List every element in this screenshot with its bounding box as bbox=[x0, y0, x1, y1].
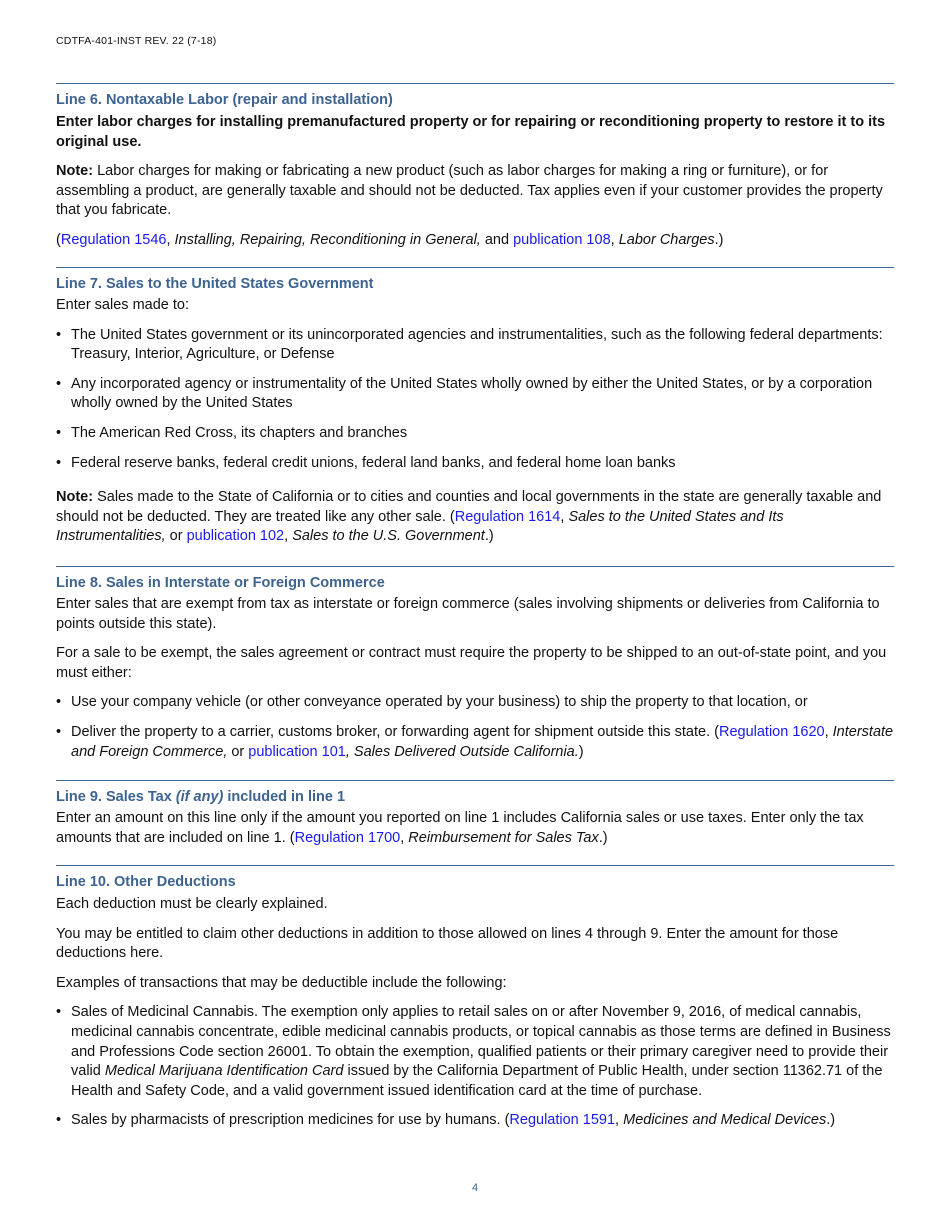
bullet-list bbox=[56, 1003, 894, 1131]
separator: , bbox=[824, 723, 833, 740]
publication-title: Labor Charges bbox=[618, 231, 715, 248]
list-item-text: Sales of Medicinal Cannabis. The exemption only applies to retail sales on or after November 9, 2016, of medical cannabis, medicinal cannabis concentrate, edible medicinal cannabis products, or topical cannabis as those terms are defined in Business and Professions Code section 26001. To obtain the exemption, qualified patients or their primary caregiver need to provide their valid bbox=[71, 1004, 891, 1080]
section-heading: Line 8. Sales in Interstate or Foreign Commerce bbox=[56, 575, 385, 591]
heading-qualifier: (if any) bbox=[175, 789, 224, 805]
paragraph bbox=[56, 809, 894, 848]
list-item: • Use your company vehicle (or other conveyance operated by your business) to ship the property to that location, or bbox=[56, 693, 894, 713]
list-item-text: Sales by pharmacists of prescription medicines for use by humans. ( bbox=[71, 1112, 510, 1129]
page-number: 4 bbox=[471, 1182, 479, 1194]
note-paragraph bbox=[56, 488, 894, 547]
paragraph: For a sale to be exempt, the sales agreement or contract must require the property to be shipped to an out-of-state point, and you must either: bbox=[56, 645, 887, 681]
bullet-list bbox=[56, 693, 894, 762]
list-item-text: Deliver the property to a carrier, customs broker, or forwarding agent for shipment outside this state. ( bbox=[71, 723, 719, 740]
bullet-list bbox=[56, 326, 894, 474]
regulation-title: Reimbursement for Sales Tax bbox=[408, 829, 599, 846]
note-text: Labor charges for making or fabricating a new product (such as labor charges for making a ring or furniture), or for assembling a product, are generally taxable and should not be deducted. Tax applies even if your customer provides the property that you fabricate. bbox=[56, 163, 883, 219]
list-item: • The United States government or its unincorporated agencies and instrumentalities, such as the following federal departments: Treasury, Interior, Agriculture, or Defense bbox=[56, 326, 894, 365]
separator: , bbox=[610, 231, 619, 248]
regulation-title: Sales to the United States and Its Instrumentalities, bbox=[56, 508, 784, 545]
section-line-10 bbox=[56, 865, 894, 1131]
intro-text: Enter sales that are exempt from tax as interstate or foreign commerce (sales involving shipments or deliveries from California to points outside this state). bbox=[56, 596, 880, 632]
publication-title: , Sales Delivered Outside California. bbox=[345, 743, 579, 760]
separator: , bbox=[560, 508, 569, 525]
section-heading: Line 7. Sales to the United States Government bbox=[56, 276, 374, 292]
paren: .) bbox=[826, 1112, 836, 1129]
separator: , bbox=[400, 829, 409, 846]
paragraph: Examples of transactions that may be deductible include the following: bbox=[56, 974, 507, 991]
list-item: • Federal reserve banks, federal credit unions, federal land banks, and federal home loan banks bbox=[56, 454, 894, 474]
regulation-1546-link[interactable]: Regulation 1546 bbox=[60, 231, 167, 248]
list-item bbox=[56, 1003, 894, 1101]
conjunction: and bbox=[480, 231, 514, 248]
note-text: Sales made to the State of California or to cities and counties and local governments in the state are generally taxable and should not be deducted. They are treated like any other sale. ( bbox=[56, 489, 882, 525]
section-heading: Line 6. Nontaxable Labor (repair and installation) bbox=[56, 92, 393, 108]
paren: .) bbox=[484, 528, 494, 545]
paren: ( bbox=[56, 231, 61, 248]
paragraph: You may be entitled to claim other deductions in addition to those allowed on lines 4 through 9. Enter the amount for those deductions here. bbox=[56, 925, 839, 962]
form-revision-header: CDTFA-401-INST REV. 22 (7-18) bbox=[56, 35, 217, 47]
separator: , bbox=[615, 1112, 624, 1129]
list-item: • Any incorporated agency or instrumentality of the United States wholly owned by either the United States, or by a corporation wholly owned by the United States bbox=[56, 375, 894, 414]
publication-101-link[interactable]: publication 101 bbox=[248, 743, 346, 760]
regulation-title: Installing, Repairing, Reconditioning in General, bbox=[174, 231, 481, 248]
paragraph-text: Enter an amount on this line only if the amount you reported on line 1 includes California sales or use taxes. Enter only the tax amounts that are included on line 1. ( bbox=[56, 810, 864, 846]
heading-text: included in line 1 bbox=[223, 789, 346, 805]
section-line-8 bbox=[56, 566, 894, 762]
regulation-title: Medicines and Medical Devices bbox=[623, 1112, 827, 1129]
list-item bbox=[56, 723, 894, 762]
intro-text: Enter sales made to: bbox=[56, 297, 189, 313]
paragraph: Each deduction must be clearly explained. bbox=[56, 896, 328, 912]
section-line-6 bbox=[56, 83, 894, 251]
conjunction: or bbox=[227, 743, 249, 760]
card-title: Medical Marijuana Identification Card bbox=[104, 1063, 344, 1080]
regulation-1614-link[interactable]: Regulation 1614 bbox=[454, 508, 561, 525]
separator: , bbox=[284, 528, 293, 545]
regulation-title: Interstate and Foreign Commerce, bbox=[71, 723, 894, 760]
section-line-7 bbox=[56, 267, 894, 547]
publication-108-link[interactable]: publication 108 bbox=[513, 231, 611, 248]
list-item-text: issued by the California Department of Public Health, under section 11362.71 of the Health and Safety Code, and a valid government issued identification card at the time of purchase. bbox=[71, 1063, 883, 1099]
reference-paragraph bbox=[56, 231, 894, 251]
note-label: Note: bbox=[56, 163, 94, 180]
publication-title: Sales to the U.S. Government bbox=[292, 528, 485, 545]
publication-102-link[interactable]: publication 102 bbox=[186, 528, 285, 545]
regulation-1591-link[interactable]: Regulation 1591 bbox=[509, 1112, 616, 1129]
section-heading bbox=[56, 788, 894, 806]
paren: .) bbox=[598, 829, 608, 846]
list-item: • The American Red Cross, its chapters and branches bbox=[56, 424, 894, 444]
regulation-1700-link[interactable]: Regulation 1700 bbox=[294, 829, 401, 846]
list-item bbox=[56, 1111, 894, 1131]
note-label: Note: bbox=[56, 489, 94, 506]
paren: .) bbox=[714, 231, 724, 248]
instruction-text: Enter labor charges for installing premanufactured property or for repairing or reconditioning property to restore it to its original use. bbox=[56, 114, 886, 150]
section-heading: Line 10. Other Deductions bbox=[56, 874, 236, 890]
separator: , bbox=[166, 231, 175, 248]
regulation-1620-link[interactable]: Regulation 1620 bbox=[718, 723, 825, 740]
note-paragraph bbox=[56, 162, 894, 221]
section-line-9 bbox=[56, 780, 894, 848]
heading-text: Line 9. Sales Tax bbox=[56, 789, 176, 805]
conjunction: or bbox=[165, 528, 187, 545]
paren: ) bbox=[578, 743, 584, 760]
